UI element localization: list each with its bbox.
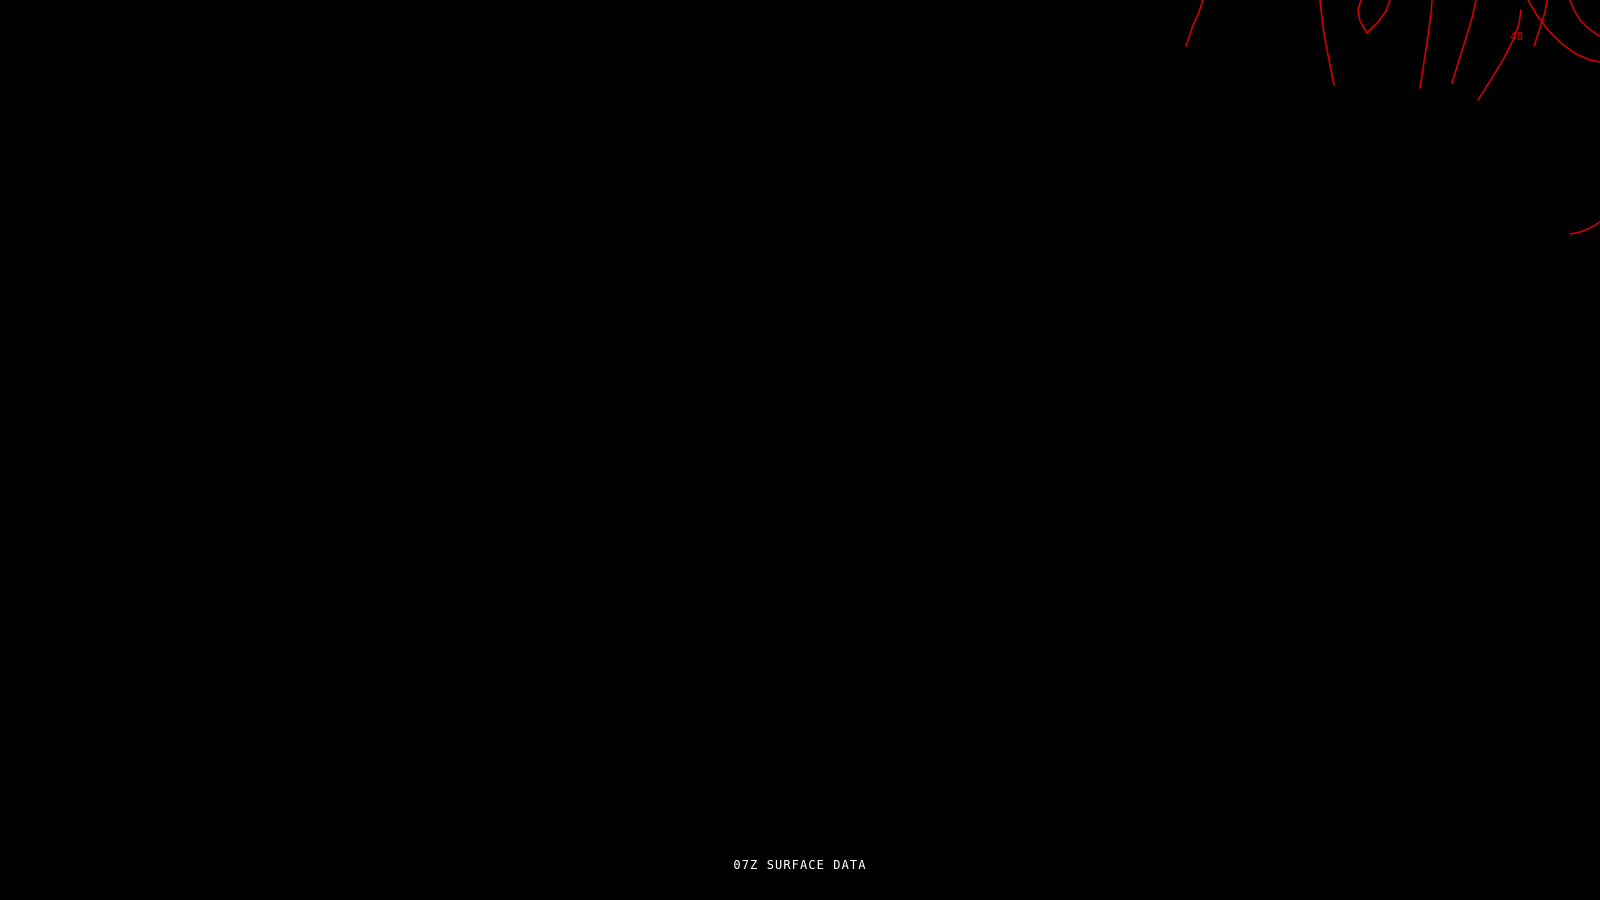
chart-caption: 07Z SURFACE DATA [733, 858, 867, 872]
contour-value-label: 48 [1510, 30, 1524, 43]
